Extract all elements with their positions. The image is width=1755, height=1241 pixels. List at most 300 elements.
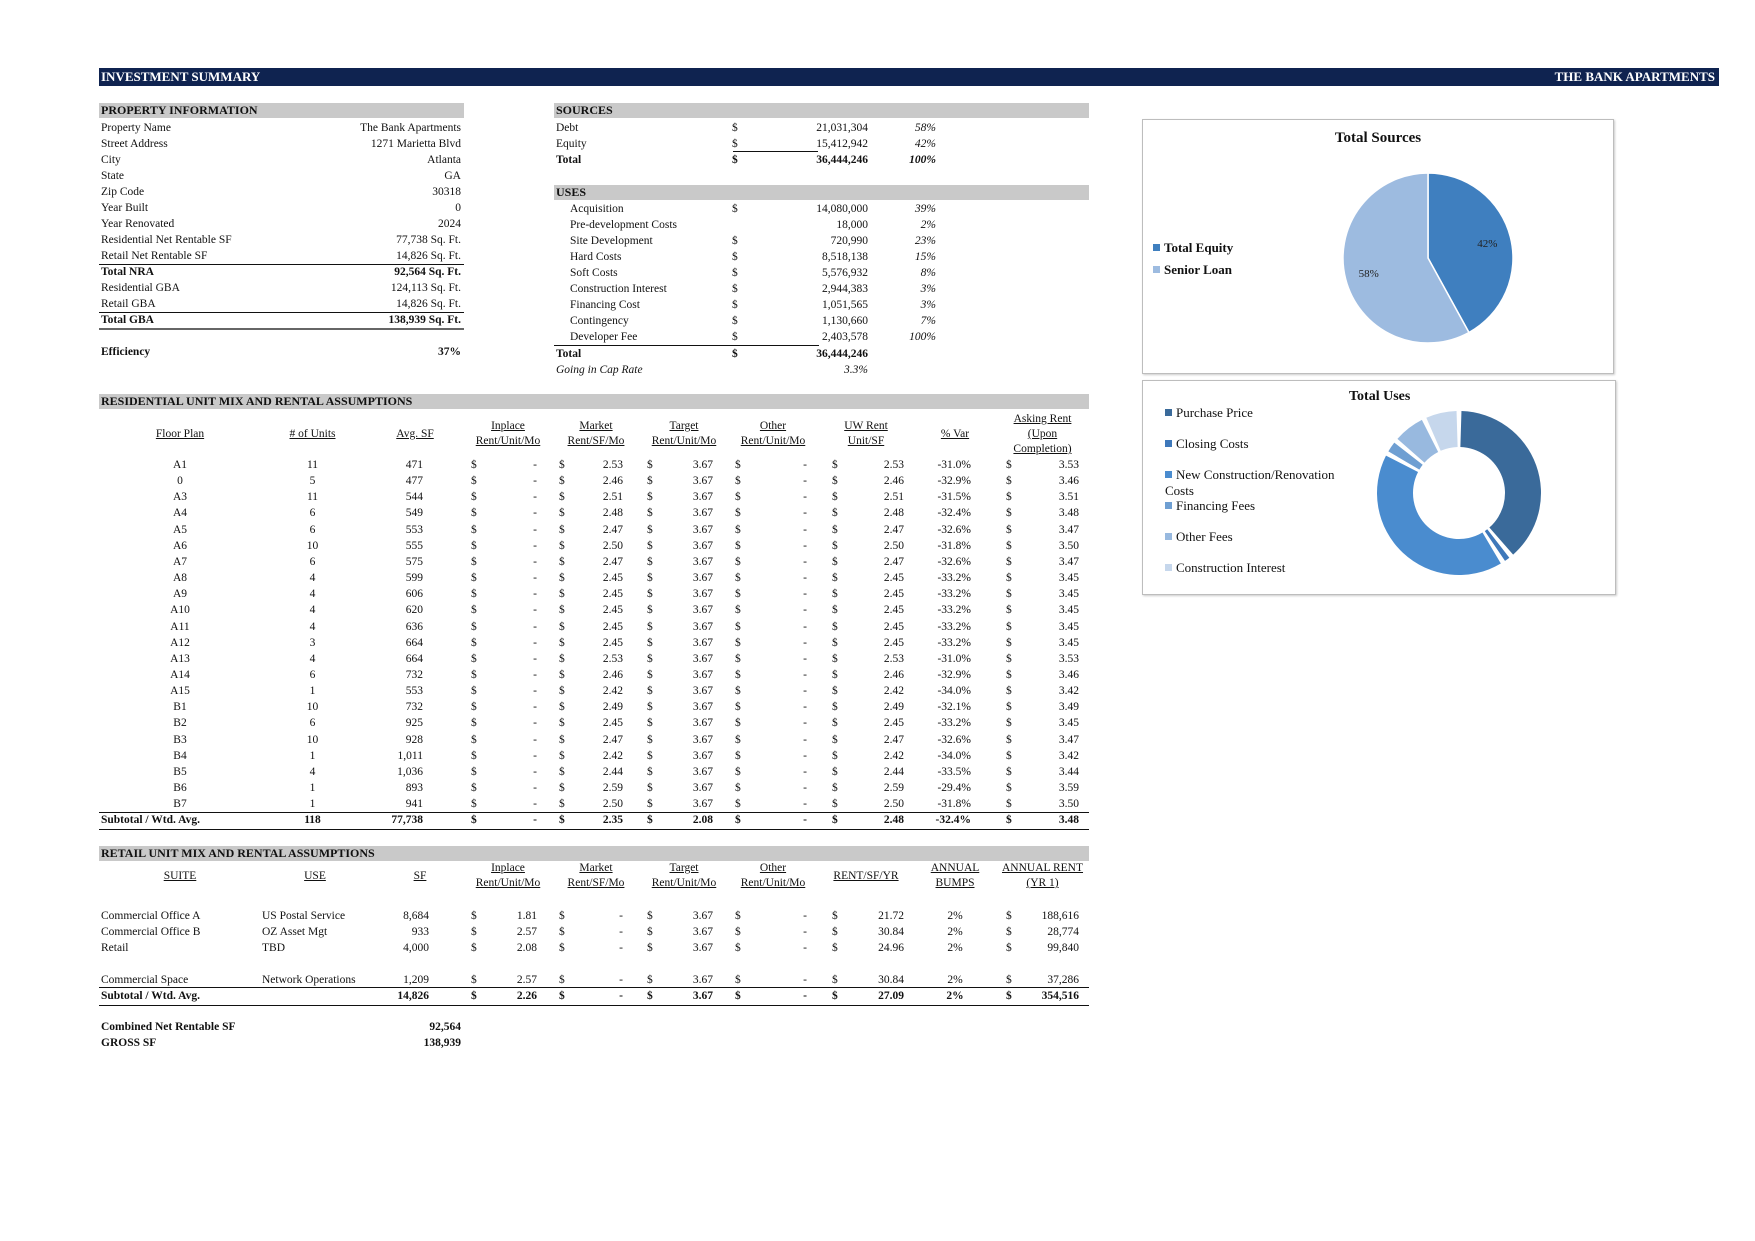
residential-row xyxy=(99,748,1089,764)
inplace-value: - xyxy=(533,734,537,746)
uw-value: 2.47 xyxy=(883,524,904,536)
other-value: - xyxy=(803,572,807,584)
market-currency: $ xyxy=(559,507,565,519)
asking-value: 3.42 xyxy=(1058,750,1079,762)
inplace-value: - xyxy=(533,637,537,649)
rent-currency: $ xyxy=(832,942,838,954)
residential-row xyxy=(99,683,1089,699)
target-currency: $ xyxy=(647,637,653,649)
inplace-currency: $ xyxy=(471,910,477,922)
market-value: - xyxy=(619,990,623,1002)
uses-label: Construction Interest xyxy=(570,283,667,295)
uw-currency: $ xyxy=(832,524,838,536)
property-value: 2024 xyxy=(438,218,461,230)
inplace-currency: $ xyxy=(471,717,477,729)
floor-plan-cell: A9 xyxy=(172,588,188,600)
col-market-header: Market xyxy=(579,862,613,874)
property-value: 1271 Marietta Blvd xyxy=(370,138,461,150)
units-cell: 11 xyxy=(306,491,319,503)
target-value: 3.67 xyxy=(692,540,713,552)
sources-pct: 100% xyxy=(909,154,936,166)
rent-sf-yr-value: 30.84 xyxy=(878,974,904,986)
avg-sf-cell: 477 xyxy=(405,475,423,487)
annual-currency: $ xyxy=(1006,910,1012,922)
property-label: Total GBA xyxy=(101,314,154,326)
efficiency-label: Efficiency xyxy=(101,346,151,358)
property-label: State xyxy=(101,170,124,182)
asking-value: 3.45 xyxy=(1058,572,1079,584)
uw-currency: $ xyxy=(832,782,838,794)
market-value: - xyxy=(619,926,623,938)
market-currency: $ xyxy=(559,942,565,954)
other-value: - xyxy=(803,540,807,552)
sources-chart-title: Total Sources xyxy=(1334,130,1422,146)
col-annual-rent-header: (YR 1) xyxy=(1026,877,1059,889)
col-inplace-header: Inplace xyxy=(491,420,525,432)
floor-plan-cell: B2 xyxy=(173,717,187,729)
property-value: The Bank Apartments xyxy=(360,122,461,134)
avg-sf-cell: 636 xyxy=(405,621,423,633)
uw-value: 2.53 xyxy=(883,459,904,471)
uw-currency: $ xyxy=(832,637,838,649)
market-currency: $ xyxy=(559,782,565,794)
uw-currency: $ xyxy=(832,507,838,519)
col-uw-rent-header: Unit/SF xyxy=(847,435,885,447)
inplace-currency: $ xyxy=(471,942,477,954)
floor-plan-cell: A1 xyxy=(172,459,188,471)
var-value: -32.9% xyxy=(937,475,971,487)
residential-row xyxy=(99,489,1089,505)
target-value: 3.67 xyxy=(692,475,713,487)
col-other-header: Rent/Unit/Mo xyxy=(740,877,806,889)
col-use-header: USE xyxy=(304,870,326,882)
property-label: Year Renovated xyxy=(101,218,175,230)
avg-sf-cell: 941 xyxy=(405,798,423,810)
rule-line xyxy=(99,328,464,330)
other-currency: $ xyxy=(735,990,741,1002)
inplace-currency: $ xyxy=(471,588,477,600)
avg-sf-cell: 664 xyxy=(405,653,423,665)
annual-rent-value: 28,774 xyxy=(1047,926,1079,938)
asking-value: 3.48 xyxy=(1058,814,1079,826)
avg-sf-cell: 1,011 xyxy=(397,750,423,762)
annual-currency: $ xyxy=(1006,942,1012,954)
asking-currency: $ xyxy=(1006,782,1012,794)
units-cell: 6 xyxy=(309,524,316,536)
inplace-currency: $ xyxy=(471,604,477,616)
legend-purchase-price: Purchase Price xyxy=(1165,405,1253,421)
rent-sf-yr-value: 24.96 xyxy=(878,942,904,954)
uw-currency: $ xyxy=(832,653,838,665)
uw-value: 2.53 xyxy=(883,653,904,665)
uses-row xyxy=(556,297,936,313)
retail-subtotal-row xyxy=(99,988,1089,1004)
uw-currency: $ xyxy=(832,621,838,633)
units-cell: 6 xyxy=(309,507,316,519)
retail-row xyxy=(99,908,1089,924)
uw-value: 2.45 xyxy=(883,637,904,649)
col-market-header: Rent/SF/Mo xyxy=(567,435,625,447)
floor-plan-cell: A11 xyxy=(170,621,190,633)
uses-label: Developer Fee xyxy=(570,331,638,343)
other-currency: $ xyxy=(735,766,741,778)
target-value: 3.67 xyxy=(692,974,713,986)
target-value: 3.67 xyxy=(692,637,713,649)
other-value: - xyxy=(803,588,807,600)
inplace-value: - xyxy=(533,572,537,584)
var-value: -31.0% xyxy=(937,459,971,471)
var-value: -32.1% xyxy=(937,701,971,713)
avg-sf-cell: 1,036 xyxy=(397,766,423,778)
inplace-value: 2.08 xyxy=(516,942,537,954)
market-currency: $ xyxy=(559,814,565,826)
residential-row xyxy=(99,522,1089,538)
donut-slice-0 xyxy=(1460,411,1541,555)
rule-line xyxy=(99,829,1089,830)
uw-value: 2.50 xyxy=(883,540,904,552)
avg-sf-cell: 925 xyxy=(405,717,423,729)
floor-plan-cell: A6 xyxy=(172,540,188,552)
market-value: 2.45 xyxy=(602,717,623,729)
cap-rate-label: Going in Cap Rate xyxy=(556,364,643,376)
property-label: City xyxy=(101,154,121,166)
target-value: 3.67 xyxy=(692,653,713,665)
market-currency: $ xyxy=(559,990,565,1002)
market-value: 2.45 xyxy=(602,621,623,633)
target-value: 3.67 xyxy=(692,910,713,922)
uses-pct: 39% xyxy=(914,203,936,215)
other-currency: $ xyxy=(735,717,741,729)
other-currency: $ xyxy=(735,475,741,487)
target-value: 3.67 xyxy=(692,524,713,536)
col-units-header: # of Units xyxy=(289,428,336,440)
other-value: - xyxy=(803,491,807,503)
rent-currency: $ xyxy=(832,974,838,986)
inplace-currency: $ xyxy=(471,814,477,826)
property-value: GA xyxy=(444,170,461,182)
uw-value: 2.46 xyxy=(883,475,904,487)
var-value: -34.0% xyxy=(937,750,971,762)
asking-value: 3.46 xyxy=(1058,475,1079,487)
use-cell: OZ Asset Mgt xyxy=(262,926,328,938)
var-value: -31.0% xyxy=(937,653,971,665)
asking-currency: $ xyxy=(1006,540,1012,552)
floor-plan-cell: B5 xyxy=(173,766,187,778)
legend-construction-interest: Construction Interest xyxy=(1165,560,1285,576)
col-inplace-header: Inplace xyxy=(491,862,525,874)
market-value: 2.44 xyxy=(602,766,623,778)
sources-label: Debt xyxy=(556,122,579,134)
uses-row xyxy=(556,281,936,297)
target-currency: $ xyxy=(647,491,653,503)
target-currency: $ xyxy=(647,942,653,954)
property-value: Atlanta xyxy=(427,154,461,166)
other-value: - xyxy=(803,926,807,938)
other-value: - xyxy=(803,782,807,794)
inplace-value: - xyxy=(533,459,537,471)
market-value: 2.45 xyxy=(602,604,623,616)
pie-data-label: 42% xyxy=(1477,237,1498,250)
col-inplace-header: Rent/Unit/Mo xyxy=(475,435,541,447)
units-cell: 6 xyxy=(309,556,316,568)
col-market-header: Market xyxy=(579,420,613,432)
units-cell: 11 xyxy=(306,459,319,471)
legend-closing-costs: Closing Costs xyxy=(1165,436,1249,452)
sources-currency: $ xyxy=(732,138,738,150)
inplace-value: - xyxy=(533,588,537,600)
col-asking-header: Asking Rent xyxy=(1013,413,1072,425)
col-target-header: Rent/Unit/Mo xyxy=(651,435,717,447)
uses-label: Acquisition xyxy=(570,203,624,215)
other-currency: $ xyxy=(735,782,741,794)
residential-row xyxy=(99,538,1089,554)
var-value: -33.2% xyxy=(937,588,971,600)
property-label: Residential Net Rentable SF xyxy=(101,234,232,246)
property-value: 14,826 Sq. Ft. xyxy=(396,250,461,262)
other-value: - xyxy=(803,653,807,665)
col-market-header: Rent/SF/Mo xyxy=(567,877,625,889)
units-cell: 4 xyxy=(309,604,316,616)
retail-row xyxy=(99,924,1089,940)
target-value: 3.67 xyxy=(692,621,713,633)
other-currency: $ xyxy=(735,669,741,681)
rent-sf-yr-value: 21.72 xyxy=(878,910,904,922)
market-value: 2.45 xyxy=(602,588,623,600)
col-var-header: % Var xyxy=(940,428,970,440)
floor-plan-cell: A12 xyxy=(170,637,190,649)
other-value: - xyxy=(803,910,807,922)
combined-nrsf-value: 92,564 xyxy=(429,1021,461,1033)
inplace-currency: $ xyxy=(471,475,477,487)
var-value: -31.5% xyxy=(937,491,971,503)
col-sf-header: SF xyxy=(413,870,427,882)
property-row xyxy=(101,120,461,136)
target-value: 3.67 xyxy=(692,701,713,713)
uw-value: 2.48 xyxy=(883,814,904,826)
residential-subtotal-row xyxy=(99,812,1089,828)
bumps-value: 2% xyxy=(947,974,963,986)
asking-currency: $ xyxy=(1006,459,1012,471)
avg-sf-cell: 544 xyxy=(405,491,423,503)
market-value: 2.35 xyxy=(602,814,623,826)
avg-sf-cell: 553 xyxy=(405,524,423,536)
market-value: 2.46 xyxy=(602,669,623,681)
inplace-value: - xyxy=(533,669,537,681)
property-row xyxy=(101,136,461,152)
asking-currency: $ xyxy=(1006,701,1012,713)
other-value: - xyxy=(803,750,807,762)
legend-new-construction: New Construction/Renovation Costs xyxy=(1165,467,1335,498)
uw-currency: $ xyxy=(832,734,838,746)
other-currency: $ xyxy=(735,491,741,503)
uses-row xyxy=(556,233,936,249)
other-value: - xyxy=(803,459,807,471)
uses-row xyxy=(556,265,936,281)
uses-pct: 3% xyxy=(920,283,936,295)
col-asking-header: Completion) xyxy=(1013,443,1072,455)
sources-currency: $ xyxy=(732,154,738,166)
floor-plan-cell: 0 xyxy=(177,475,183,487)
annual-rent-value: 99,840 xyxy=(1047,942,1079,954)
uses-pct: 23% xyxy=(914,235,936,247)
property-value: 124,113 Sq. Ft. xyxy=(390,282,461,294)
asking-value: 3.45 xyxy=(1058,621,1079,633)
target-currency: $ xyxy=(647,734,653,746)
property-label: Year Built xyxy=(101,202,149,214)
var-value: -32.6% xyxy=(937,524,971,536)
property-value: 138,939 Sq. Ft. xyxy=(388,314,461,326)
avg-sf-cell: 553 xyxy=(405,685,423,697)
market-value: - xyxy=(619,974,623,986)
residential-row xyxy=(99,667,1089,683)
uw-value: 2.45 xyxy=(883,588,904,600)
units-cell: 10 xyxy=(306,701,319,713)
legend-financing-fees: Financing Fees xyxy=(1165,498,1255,514)
inplace-value: 2.57 xyxy=(516,926,537,938)
property-label: Retail GBA xyxy=(101,298,156,310)
other-value: - xyxy=(803,524,807,536)
annual-rent-value: 188,616 xyxy=(1041,910,1079,922)
market-value: 2.47 xyxy=(602,734,623,746)
legend-senior-loan: Senior Loan xyxy=(1153,262,1232,278)
target-value: 3.67 xyxy=(692,990,713,1002)
units-cell: 1 xyxy=(309,782,316,794)
residential-row xyxy=(99,586,1089,602)
uw-currency: $ xyxy=(832,669,838,681)
target-value: 3.67 xyxy=(692,750,713,762)
residential-row xyxy=(99,570,1089,586)
uw-currency: $ xyxy=(832,766,838,778)
total-uses-chart xyxy=(1142,380,1616,595)
asking-value: 3.47 xyxy=(1058,734,1079,746)
property-value: 14,826 Sq. Ft. xyxy=(396,298,461,310)
retail-row xyxy=(99,940,1089,956)
sf-cell: 8,684 xyxy=(403,910,429,922)
market-currency: $ xyxy=(559,926,565,938)
target-value: 3.67 xyxy=(692,491,713,503)
annual-rent-value: 37,286 xyxy=(1047,974,1079,986)
market-value: 2.53 xyxy=(602,653,623,665)
property-row xyxy=(101,200,461,216)
uses-label: Pre-development Costs xyxy=(570,219,677,231)
target-currency: $ xyxy=(647,556,653,568)
uses-currency: $ xyxy=(732,203,738,215)
other-value: - xyxy=(803,701,807,713)
market-currency: $ xyxy=(559,717,565,729)
residential-row xyxy=(99,505,1089,521)
market-value: 2.50 xyxy=(602,540,623,552)
var-value: -33.2% xyxy=(937,604,971,616)
other-value: - xyxy=(803,621,807,633)
target-value: 3.67 xyxy=(692,604,713,616)
asking-currency: $ xyxy=(1006,524,1012,536)
uw-value: 2.49 xyxy=(883,701,904,713)
target-value: 3.67 xyxy=(692,766,713,778)
other-currency: $ xyxy=(735,604,741,616)
asking-value: 3.50 xyxy=(1058,540,1079,552)
other-currency: $ xyxy=(735,942,741,954)
property-row xyxy=(101,184,461,200)
uw-currency: $ xyxy=(832,540,838,552)
other-currency: $ xyxy=(735,459,741,471)
efficiency-row xyxy=(101,344,461,360)
property-value: 92,564 Sq. Ft. xyxy=(394,266,461,278)
units-cell: 3 xyxy=(309,637,316,649)
market-currency: $ xyxy=(559,974,565,986)
uw-currency: $ xyxy=(832,475,838,487)
sources-row xyxy=(556,120,936,136)
uses-currency: $ xyxy=(732,331,738,343)
residential-row xyxy=(99,473,1089,489)
other-currency: $ xyxy=(735,572,741,584)
floor-plan-cell: A15 xyxy=(170,685,190,697)
inplace-value: - xyxy=(533,507,537,519)
property-row xyxy=(101,280,461,296)
avg-sf-cell: 77,738 xyxy=(391,814,423,826)
asking-currency: $ xyxy=(1006,556,1012,568)
uw-value: 2.42 xyxy=(883,750,904,762)
avg-sf-cell: 575 xyxy=(405,556,423,568)
asking-currency: $ xyxy=(1006,798,1012,810)
total-sources-chart xyxy=(1142,119,1614,374)
sources-header: SOURCES xyxy=(554,103,1089,118)
uw-currency: $ xyxy=(832,685,838,697)
market-value: 2.51 xyxy=(602,491,623,503)
other-value: - xyxy=(803,798,807,810)
target-value: 3.67 xyxy=(692,782,713,794)
uses-amount: 720,990 xyxy=(830,235,868,247)
var-value: -32.6% xyxy=(937,734,971,746)
avg-sf-cell: 620 xyxy=(405,604,423,616)
residential-row xyxy=(99,635,1089,651)
other-value: - xyxy=(803,974,807,986)
uw-currency: $ xyxy=(832,604,838,616)
uses-label: Site Development xyxy=(570,235,653,247)
sources-amount: 21,031,304 xyxy=(816,122,868,134)
uses-row xyxy=(556,201,936,217)
inplace-currency: $ xyxy=(471,637,477,649)
var-value: -29.4% xyxy=(937,782,971,794)
col-target-header: Target xyxy=(669,420,699,432)
residential-row xyxy=(99,457,1089,473)
uses-row xyxy=(556,329,936,345)
property-label: Residential GBA xyxy=(101,282,180,294)
uses-currency: $ xyxy=(732,315,738,327)
market-value: 2.42 xyxy=(602,685,623,697)
market-currency: $ xyxy=(559,588,565,600)
var-value: -32.9% xyxy=(937,669,971,681)
market-value: 2.50 xyxy=(602,798,623,810)
inplace-value: - xyxy=(533,524,537,536)
uw-currency: $ xyxy=(832,572,838,584)
floor-plan-cell: A14 xyxy=(170,669,190,681)
inplace-currency: $ xyxy=(471,798,477,810)
property-row xyxy=(101,248,461,264)
market-value: 2.45 xyxy=(602,637,623,649)
residential-row xyxy=(99,651,1089,667)
floor-plan-cell: B1 xyxy=(173,701,187,713)
market-value: 2.45 xyxy=(602,572,623,584)
rent-currency: $ xyxy=(832,910,838,922)
suite-cell: Commercial Space xyxy=(101,974,189,986)
uw-value: 2.47 xyxy=(883,734,904,746)
market-currency: $ xyxy=(559,604,565,616)
asking-value: 3.46 xyxy=(1058,669,1079,681)
uses-amount: 2,403,578 xyxy=(822,331,868,343)
market-currency: $ xyxy=(559,734,565,746)
sources-pie xyxy=(1143,120,1613,373)
market-currency: $ xyxy=(559,669,565,681)
